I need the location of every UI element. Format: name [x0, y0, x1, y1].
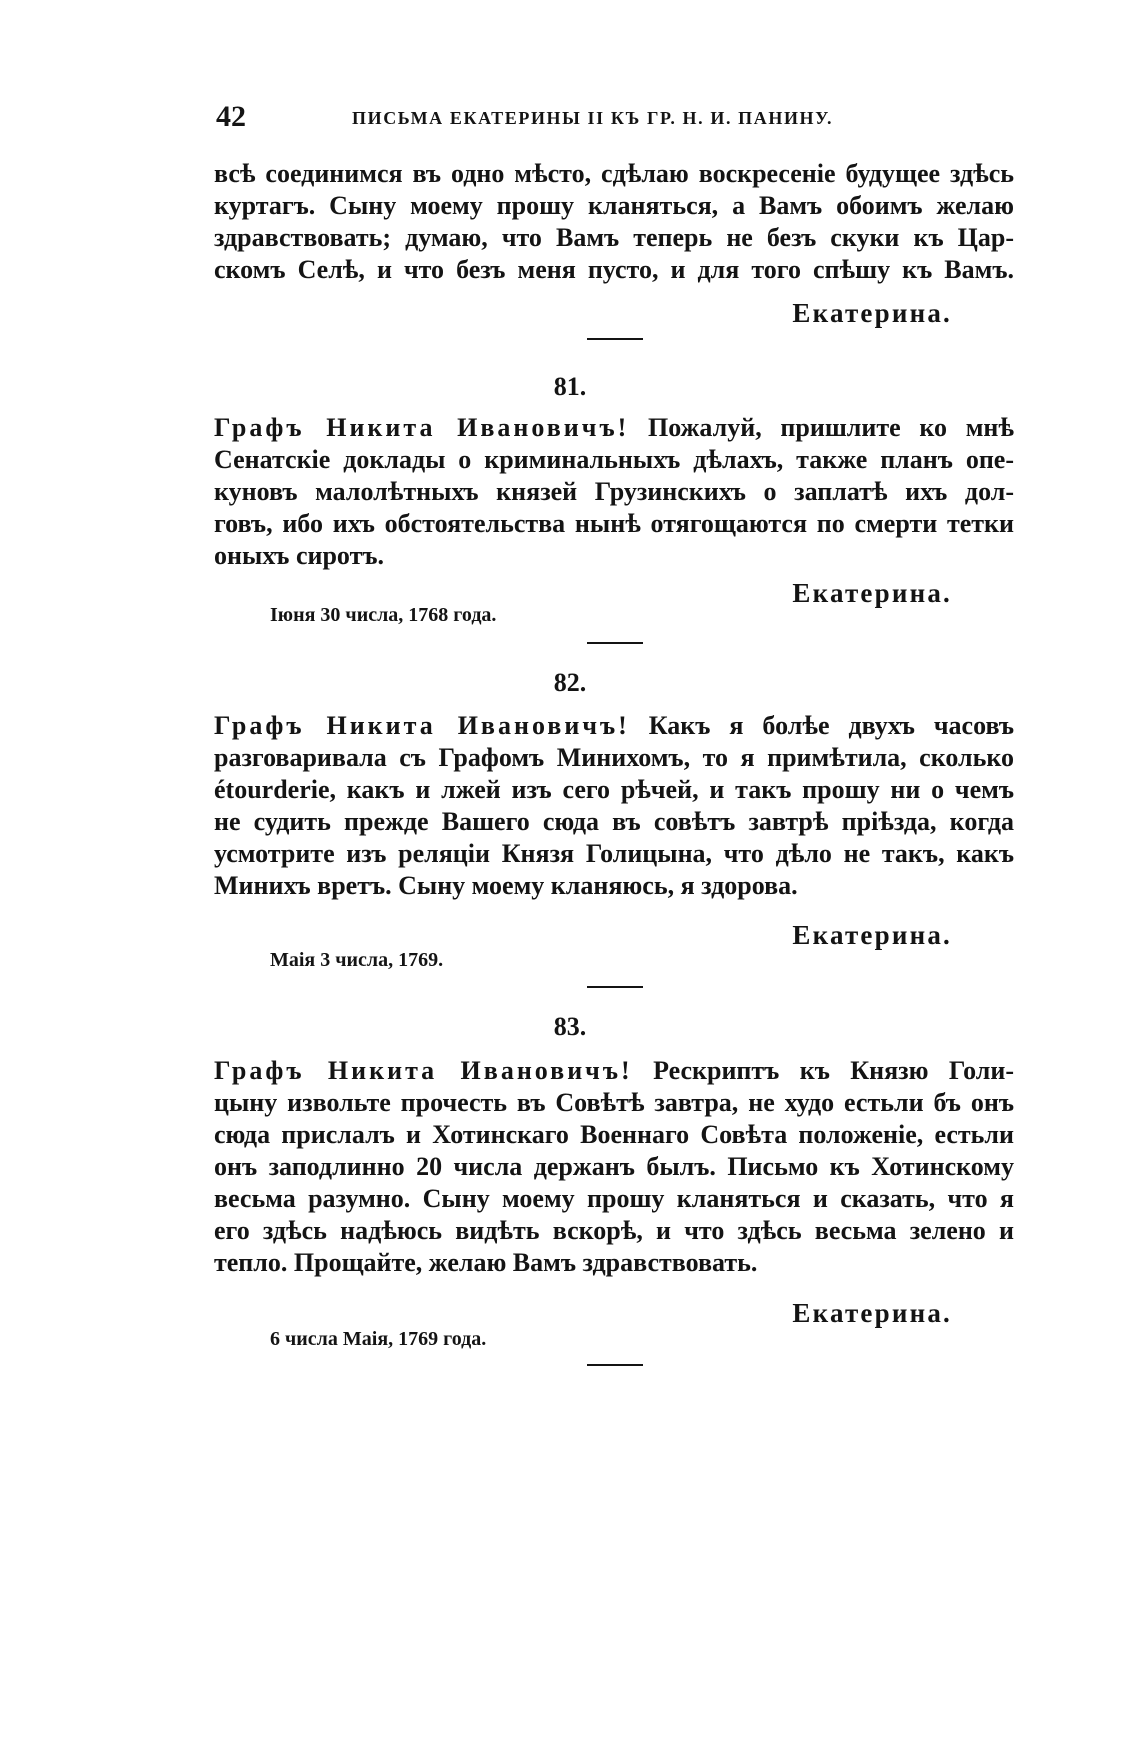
letter-number: 81.	[553, 372, 587, 401]
section-divider	[587, 986, 643, 988]
signature: Екатерина.	[792, 298, 952, 328]
letter-body	[214, 1055, 1014, 1279]
text-line: не судить прежде Вашего сюда въ совѣтъ завтрѣ пріѣзда, когда	[214, 807, 1014, 836]
text-line: тепло. Прощайте, желаю Вамъ здравствовать.	[214, 1248, 758, 1277]
signature: Екатерина.	[792, 1298, 952, 1328]
text-line: весьма разумно. Сыну моему прошу кланяться и сказать, что я	[214, 1184, 1014, 1213]
text-line: здравствовать; думаю, что Вамъ теперь не безъ скуки къ Цар-	[214, 223, 1014, 252]
running-title: ПИСЬМА ЕКАТЕРИНЫ II КЪ ГР. Н. И. ПАНИНУ.	[352, 108, 834, 128]
section-divider	[587, 338, 643, 340]
letter-date: 6 числа Маія, 1769 года.	[270, 1328, 487, 1350]
first-line-text: Рескриптъ къ Князю Голи-	[653, 1056, 1015, 1085]
letter-body	[214, 412, 1014, 572]
text-line: онъ заподлинно 20 числа держанъ былъ. Письмо къ Хотинскому	[214, 1152, 1014, 1181]
signature: Екатерина.	[792, 578, 952, 608]
section-divider	[587, 1364, 643, 1366]
text-line: усмотрите изъ реляціи Князя Голицына, что дѣло не такъ, какъ	[214, 839, 1014, 868]
text-line: говъ, ибо ихъ обстоятельства нынѣ отягощаются по смерти тетки	[214, 509, 1014, 538]
continuation-paragraph	[214, 158, 1014, 286]
page-header	[216, 102, 1016, 132]
signature: Екатерина.	[792, 920, 952, 950]
text-line: всѣ соединимся въ одно мѣсто, сдѣлаю воскресеніе будущее здѣсь	[214, 159, 1014, 188]
text-line	[214, 412, 1014, 444]
first-line-text: Пожалуй, пришлите ко мнѣ	[647, 413, 1014, 442]
letter-date: Маія 3 числа, 1769.	[270, 949, 444, 971]
text-line: сюда прислалъ и Хотинскаго Военнаго Совѣта положеніе, естьли	[214, 1120, 1014, 1149]
letter-date: Іюня 30 числа, 1768 года.	[270, 604, 497, 626]
letter-body	[214, 710, 1014, 902]
text-line: étourderie, какъ и лжей изъ сего рѣчей, и такъ прошу ни о чемъ	[214, 775, 1014, 804]
salutation: Графъ Никита Ивановичъ!	[214, 1056, 633, 1085]
text-line: цыну извольте прочесть въ Совѣтѣ завтра, не худо естьли бъ онъ	[214, 1088, 1014, 1117]
letter-number: 83.	[553, 1012, 587, 1041]
text-line	[214, 710, 1014, 742]
text-line	[214, 1055, 1014, 1087]
text-line: скомъ Селѣ, и что безъ меня пусто, и для того спѣшу къ Вамъ.	[214, 255, 1014, 284]
text-line: куртагъ. Сыну моему прошу кланяться, а Вамъ обоимъ желаю	[214, 191, 1014, 220]
text-line: оныхъ сиротъ.	[214, 541, 385, 570]
text-line: его здѣсь надѣюсь видѣть вскорѣ, и что здѣсь весьма зелено и	[214, 1216, 1014, 1245]
text-line: куновъ малолѣтныхъ князей Грузинскихъ о заплатѣ ихъ дол-	[214, 477, 1014, 506]
salutation: Графъ Никита Ивановичъ!	[214, 413, 630, 442]
letter-number: 82.	[553, 668, 587, 697]
first-line-text: Какъ я болѣе двухъ часовъ	[648, 711, 1014, 740]
text-line: Сенатскіе доклады о криминальныхъ дѣлахъ, также планъ опе-	[214, 445, 1014, 474]
page-number: 42	[216, 100, 246, 133]
salutation: Графъ Никита Ивановичъ!	[214, 711, 630, 740]
text-line: разговаривала съ Графомъ Минихомъ, то я примѣтила, сколько	[214, 743, 1014, 772]
section-divider	[587, 642, 643, 644]
text-line: Минихъ вретъ. Сыну моему кланяюсь, я здорова.	[214, 871, 798, 900]
